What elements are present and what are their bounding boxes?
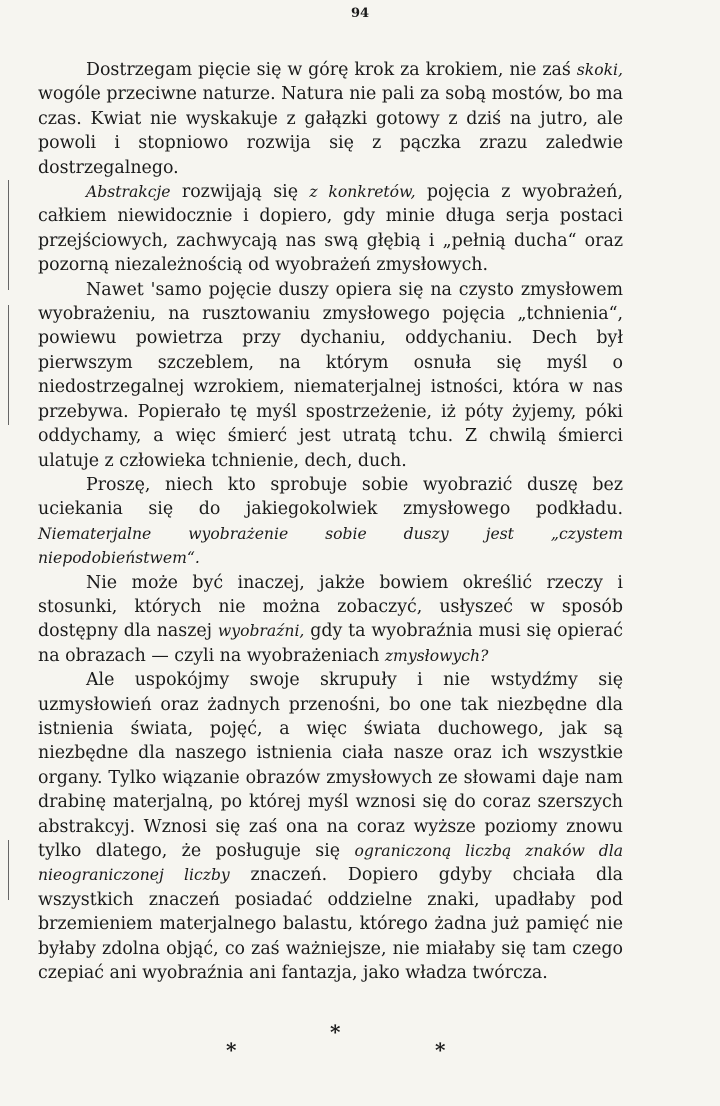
italic-run: zmysłowych? — [384, 646, 489, 665]
text-run: rozwijają się — [170, 182, 310, 203]
text-run: wogóle przeciwne naturze. Natura nie pali za sobą mostów, bo ma czas. Kwiat nie wyskakuje z gałązki gotowy z dziś na jutro, ale powoli i stopniowo rozwija się z pączka zrazu zaledwie dostrzegalnego. — [38, 84, 623, 178]
italic-run: z konkretów, — [309, 183, 416, 202]
paragraph — [38, 278, 623, 473]
text-run: gdy ta wyobraźnia musi się opierać na obrazach — czyli na wyobrażeniach — [38, 621, 624, 666]
paragraph — [38, 180, 623, 278]
ornament-star: * — [330, 1020, 341, 1044]
margin-mark — [8, 305, 9, 425]
text-run: Ale uspokójmy swoje skrupuły i nie wstydźmy się uzmysłowień oraz żadnych przenośni, bo one tak niezbędne dla istnienia świata, pojęć, a więc świata duchowego, jak są niezbędne dla naszego istnienia ciała nasze oraz ich wszystkie organy. Tylko wiązanie obrazów zmysłowych ze słowami daje nam drabinę materjalną, po której myśl wznosi się do coraz szerszych abstrakcyj. Wznosi się zaś ona na coraz wyższe poziomy znowu tylko dlatego, że posługuje się — [38, 670, 623, 861]
margin-mark — [8, 840, 9, 900]
page-number: 94 — [350, 6, 370, 21]
ornament — [0, 1020, 720, 1060]
text-run: pojęcia z wyobrażeń, całkiem niewidocznie i dopiero, gdy minie długa serja postaci przejściowych, zachwycają nas swą głębią i „pełnią ducha“ oraz pozorną niezależnością od wyobrażeń zmysłowych. — [38, 182, 623, 276]
paragraph — [38, 668, 623, 985]
italic-run: skoki, — [576, 61, 623, 79]
paragraph — [38, 473, 623, 571]
text-run: znaczeń. Dopiero gdyby chciała dla wszystkich znaczeń posiadać oddzielne znaki, upadłaby pod brzemieniem materjalnego balastu, którego żadna już pamięć nie byłaby zdolna objąć, co zaś ważniejsze, nie miałaby się tam czego czepiać ani wyobraźnia ani fantazja, jako władza twórcza. — [38, 865, 624, 984]
margin-mark — [8, 180, 9, 290]
italic-run: wyobraźni, — [217, 622, 305, 641]
ornament-star: * — [435, 1038, 446, 1062]
italic-run: ograniczoną liczbą znaków dla nieograniczonej liczby — [38, 842, 623, 885]
paragraph — [38, 571, 623, 669]
ornament-star: * — [226, 1038, 237, 1062]
text-run: Nie może być inaczej, jakże bowiem określić rzeczy i stosunki, których nie można zobaczyć, usłyszeć w sposób dostępny dla naszej — [38, 572, 623, 642]
text-run: Nawet 'samo pojęcie duszy opiera się na czysto zmysłowem wyobrażeniu, na rusztowaniu zmysłowego pojęcia „tchnienia“, powiewu powietrza przy dychaniu, oddychaniu. Dech był pierwszym szczeblem, na którym osnuła się myśl o niedostrzegalnej wzrokiem, niematerjalnej istności, która w nas przebywa. Popierało tę myśl spostrzeżenie, iż póty żyjemy, póki oddychamy, a więc śmierć jest utratą tchu. Z chwilą śmierci ulatuje z człowieka tchnienie, dech, duch. — [38, 279, 623, 471]
italic-run: Niematerjalne wyobrażenie sobie duszy jest „czystem niepodobieństwem“. — [38, 524, 623, 568]
text-run: Proszę, niech kto sprobuje sobie wyobrazić duszę bez uciekania się do jakiegokolwiek zmysłowego podkładu. — [38, 474, 623, 520]
italic-run: Abstrakcje — [86, 183, 171, 202]
paragraph — [38, 58, 623, 180]
text-run: Dostrzegam pięcie się w górę krok za krokiem, nie zaś — [86, 60, 577, 80]
body-text — [38, 58, 623, 985]
